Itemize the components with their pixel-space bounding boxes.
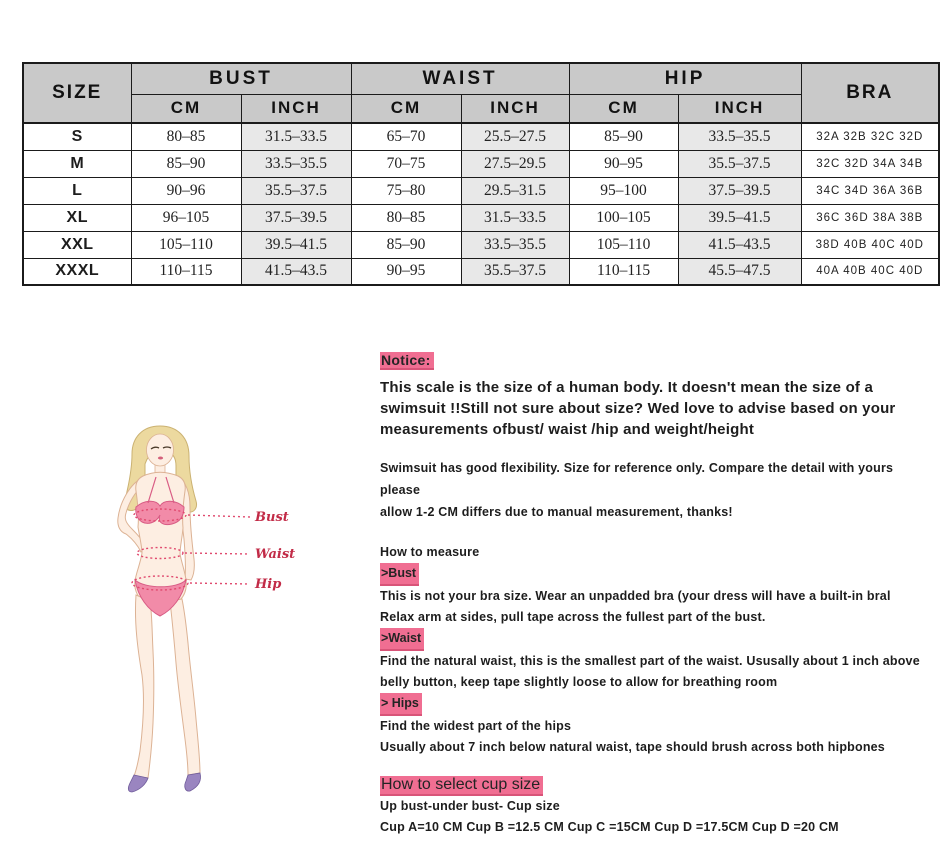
- cell-bra: 38D 40B 40C 40D: [801, 231, 939, 258]
- cell-hip-cm: 90–95: [569, 150, 678, 177]
- waist-leader-line: [185, 553, 250, 554]
- table-row-xl: [23, 204, 939, 231]
- cell-waist-inch: 35.5–37.5: [461, 258, 569, 285]
- cell-hip-cm: 95–100: [569, 177, 678, 204]
- right-shoe: [185, 773, 201, 791]
- table-row-xxl: [23, 231, 939, 258]
- header-bust-cm: CM: [131, 94, 241, 123]
- lips: [158, 457, 163, 460]
- cup-size-heading: How to select cup size: [380, 776, 543, 796]
- cell-bra: 32A 32B 32C 32D: [801, 123, 939, 150]
- notice-line: swimsuit !!Still not sure about size? Wed love to advise based on your: [380, 400, 896, 417]
- header-hip: HIP: [569, 63, 801, 94]
- cell-bra: 34C 34D 36A 36B: [801, 177, 939, 204]
- cell-bust-inch: 39.5–41.5: [241, 231, 351, 258]
- hip-label: Hip: [255, 577, 282, 592]
- hips-tag: > Hips: [380, 693, 422, 716]
- how-to-measure-section: [380, 542, 936, 758]
- instructions-section: [380, 352, 936, 838]
- cell-bra: 32C 32D 34A 34B: [801, 150, 939, 177]
- hips-instruction-line: Find the widest part of the hips: [380, 719, 572, 733]
- right-leg: [170, 599, 200, 775]
- header-hip-inch: INCH: [678, 94, 801, 123]
- measurement-figure: [90, 423, 390, 818]
- cell-hip-cm: 85–90: [569, 123, 678, 150]
- cell-size: S: [23, 123, 131, 150]
- cell-hip-cm: 110–115: [569, 258, 678, 285]
- table-row-xxxl: [23, 258, 939, 285]
- cell-size: XXL: [23, 231, 131, 258]
- waist-instruction-line: Find the natural waist, this is the smallest part of the waist. Ususally about 1 inch above: [380, 654, 920, 668]
- bust-instruction-line: Relax arm at sides, pull tape across the fullest part of the bust.: [380, 610, 766, 624]
- hip-leader-line: [190, 583, 250, 584]
- cup-size-line: Cup A=10 CM Cup B =12.5 CM Cup C =15CM Cup D =17.5CM Cup D =20 CM: [380, 820, 839, 834]
- waist-tag: >Waist: [380, 628, 424, 651]
- cell-size: L: [23, 177, 131, 204]
- cell-bust-cm: 105–110: [131, 231, 241, 258]
- header-bust-inch: INCH: [241, 94, 351, 123]
- bust-tag: >Bust: [380, 563, 419, 586]
- face: [147, 434, 174, 466]
- cell-hip-cm: 100–105: [569, 204, 678, 231]
- notice-paragraph: [380, 377, 936, 440]
- cell-bust-cm: 96–105: [131, 204, 241, 231]
- cell-bust-cm: 90–96: [131, 177, 241, 204]
- cell-size: XL: [23, 204, 131, 231]
- header-size: SIZE: [23, 63, 131, 123]
- header-waist-inch: INCH: [461, 94, 569, 123]
- header-bust: BUST: [131, 63, 351, 94]
- hips-instruction-line: Usually about 7 inch below natural waist, tape should brush across both hipbones: [380, 740, 885, 754]
- cell-bust-cm: 80–85: [131, 123, 241, 150]
- header-waist-cm: CM: [351, 94, 461, 123]
- cell-bust-inch: 33.5–35.5: [241, 150, 351, 177]
- cell-waist-inch: 33.5–35.5: [461, 231, 569, 258]
- cell-waist-cm: 65–70: [351, 123, 461, 150]
- cell-waist-inch: 25.5–27.5: [461, 123, 569, 150]
- bust-label: Bust: [255, 510, 289, 525]
- cell-hip-inch: 39.5–41.5: [678, 204, 801, 231]
- cell-waist-cm: 90–95: [351, 258, 461, 285]
- cell-hip-inch: 45.5–47.5: [678, 258, 801, 285]
- cell-hip-inch: 35.5–37.5: [678, 150, 801, 177]
- cell-waist-cm: 70–75: [351, 150, 461, 177]
- flexibility-paragraph: [380, 457, 936, 523]
- table-row-m: [23, 150, 939, 177]
- size-table-section: [22, 62, 940, 286]
- cell-bust-inch: 35.5–37.5: [241, 177, 351, 204]
- header-hip-cm: CM: [569, 94, 678, 123]
- cell-waist-inch: 27.5–29.5: [461, 150, 569, 177]
- cell-waist-inch: 31.5–33.5: [461, 204, 569, 231]
- header-bra: BRA: [801, 63, 939, 123]
- cell-hip-cm: 105–110: [569, 231, 678, 258]
- cell-bust-cm: 110–115: [131, 258, 241, 285]
- woman-sketch-illustration: [90, 423, 390, 818]
- notice-heading: Notice:: [380, 352, 434, 370]
- waist-instruction-line: belly button, keep tape slightly loose to allow for breathing room: [380, 675, 778, 689]
- waist-label: Waist: [255, 547, 296, 562]
- cell-hip-inch: 37.5–39.5: [678, 177, 801, 204]
- flexibility-line: Swimsuit has good flexibility. Size for reference only. Compare the detail with yours please: [380, 461, 894, 497]
- cell-hip-inch: 41.5–43.5: [678, 231, 801, 258]
- notice-line: This scale is the size of a human body. It doesn't mean the size of a: [380, 379, 874, 396]
- cell-waist-cm: 80–85: [351, 204, 461, 231]
- left-leg: [134, 595, 154, 778]
- cell-bra: 36C 36D 38A 38B: [801, 204, 939, 231]
- flexibility-line: allow 1-2 CM differs due to manual measurement, thanks!: [380, 505, 733, 519]
- cup-size-section: [380, 776, 936, 838]
- cell-waist-cm: 85–90: [351, 231, 461, 258]
- cell-waist-inch: 29.5–31.5: [461, 177, 569, 204]
- table-row-s: [23, 123, 939, 150]
- notice-line: measurements ofbust/ waist /hip and weight/height: [380, 421, 755, 438]
- table-row-l: [23, 177, 939, 204]
- cell-bust-inch: 31.5–33.5: [241, 123, 351, 150]
- bust-leader-line: [188, 515, 250, 517]
- size-chart-table: [22, 62, 940, 286]
- cell-bust-cm: 85–90: [131, 150, 241, 177]
- torso: [135, 472, 186, 600]
- cell-size: M: [23, 150, 131, 177]
- how-to-measure-heading: How to measure: [380, 545, 480, 559]
- cell-size: XXXL: [23, 258, 131, 285]
- cell-bust-inch: 37.5–39.5: [241, 204, 351, 231]
- cell-hip-inch: 33.5–35.5: [678, 123, 801, 150]
- cell-bra: 40A 40B 40C 40D: [801, 258, 939, 285]
- cell-bust-inch: 41.5–43.5: [241, 258, 351, 285]
- cup-size-line: Up bust-under bust- Cup size: [380, 799, 560, 813]
- cell-waist-cm: 75–80: [351, 177, 461, 204]
- header-waist: WAIST: [351, 63, 569, 94]
- left-shoe: [128, 775, 148, 792]
- bust-instruction-line: This is not your bra size. Wear an unpadded bra (your dress will have a built-in bral: [380, 589, 891, 603]
